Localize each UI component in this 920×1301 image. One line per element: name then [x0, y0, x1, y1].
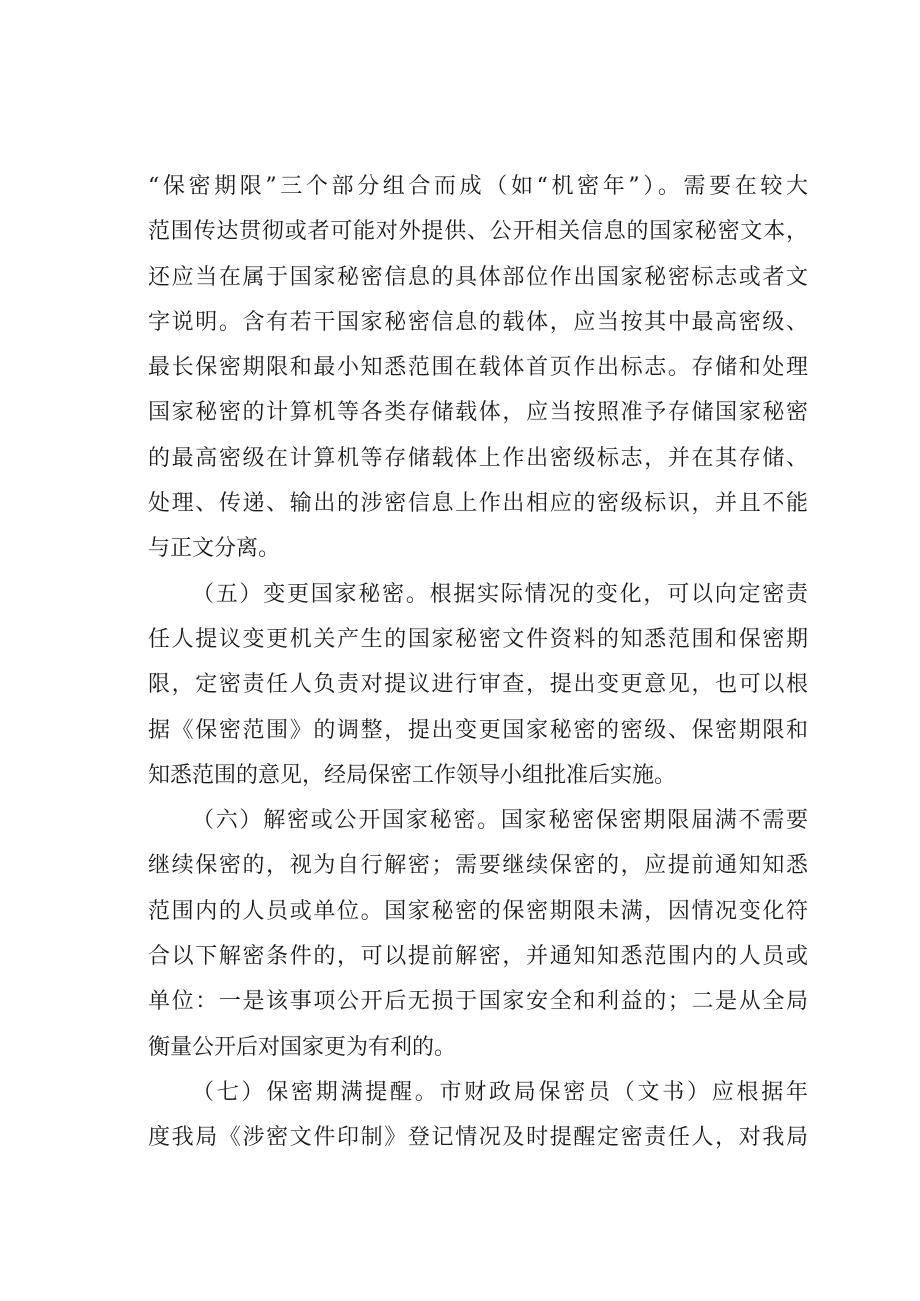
- paragraph-change-secret: [148, 572, 808, 798]
- text-line: 知悉范围的意见，经局保密工作领导小组批准后实施。: [148, 762, 677, 788]
- text-line: 合以下解密条件的，可以提前解密，并通知知悉范围内的人员或: [148, 944, 808, 970]
- paragraph-declassify: [148, 798, 808, 1070]
- text-line: 字说明。含有若干国家秘密信息的载体，应当按其中最高密级、: [148, 309, 808, 335]
- text-line: 最长保密期限和最小知悉范围在载体首页作出标志。存储和处理: [148, 355, 808, 381]
- document-body: [148, 164, 808, 1161]
- text-line: 国家秘密的计算机等各类存储载体，应当按照准予存储国家秘密: [148, 400, 808, 426]
- text-line: 任人提议变更机关产生的国家秘密文件资料的知悉范围和保密期: [148, 626, 808, 652]
- text-line: 据《保密范围》的调整，提出变更国家秘密的密级、保密期限和: [148, 717, 808, 743]
- text-line: （五）变更国家秘密。根据实际情况的变化，可以向定密责: [192, 581, 808, 607]
- text-line: 度我局《涉密文件印制》登记情况及时提醒定密责任人，对我局: [148, 1125, 808, 1151]
- paragraph-marking: [148, 164, 808, 572]
- text-line: 继续保密的，视为自行解密；需要继续保密的，应提前通知知悉: [148, 853, 808, 879]
- text-line: 单位：一是该事项公开后无损于国家安全和利益的；二是从全局: [148, 989, 808, 1015]
- text-line: 的最高密级在计算机等存储载体上作出密级标志，并在其存储、: [148, 445, 808, 471]
- text-line: 范围传达贯彻或者可能对外提供、公开相关信息的国家秘密文本，: [148, 219, 808, 245]
- text-line: 衡量公开后对国家更为有利的。: [148, 1034, 457, 1060]
- paragraph-expiry-reminder: [148, 1070, 808, 1161]
- text-line: 处理、传递、输出的涉密信息上作出相应的密级标识，并且不能: [148, 491, 808, 517]
- text-line: 与正文分离。: [148, 536, 281, 562]
- text-line: （七）保密期满提醒。市财政局保密员（文书）应根据年: [192, 1079, 808, 1105]
- text-line: 限，定密责任人负责对提议进行审查，提出变更意见，也可以根: [148, 672, 808, 698]
- text-line: 还应当在属于国家秘密信息的具体部位作出国家秘密标志或者文: [148, 264, 808, 290]
- text-line: 范围内的人员或单位。国家秘密的保密期限未满，因情况变化符: [148, 898, 808, 924]
- text-line: “保密期限”三个部分组合而成（如“机密年”）。需要在较大: [148, 174, 808, 199]
- text-line: （六）解密或公开国家秘密。国家秘密保密期限届满不需要: [192, 808, 808, 834]
